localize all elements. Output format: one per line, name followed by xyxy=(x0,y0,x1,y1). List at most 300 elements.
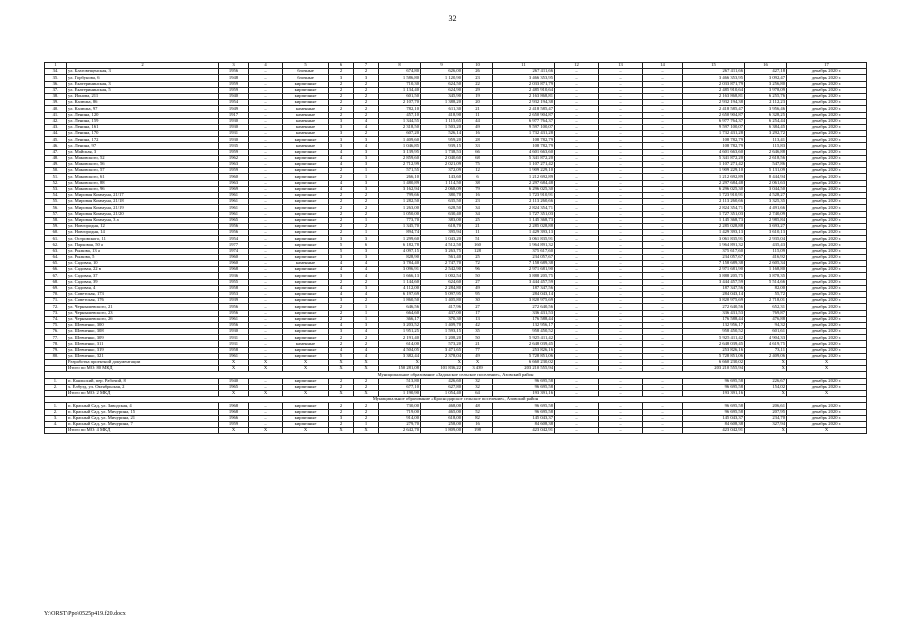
table-cell: 2 718,01 xyxy=(745,298,787,304)
table-cell: – xyxy=(599,273,643,279)
table-cell: – xyxy=(249,69,283,75)
table-cell: – xyxy=(555,69,599,75)
table-cell: ул. Чернышевского, 21 xyxy=(67,304,219,310)
table-cell: – xyxy=(555,143,599,149)
table-cell: 5 341 872,20 xyxy=(683,155,745,161)
table-cell: 1. xyxy=(45,403,67,409)
table-cell: 336 431,53 xyxy=(493,310,555,316)
table-cell: ул. Шевченко, 308 xyxy=(67,329,219,335)
table-cell: ул. Горбунова, 6 xyxy=(67,75,219,81)
table-cell: X xyxy=(787,366,867,372)
table-cell: 3 xyxy=(354,180,379,186)
table-cell: 2 021,09 xyxy=(421,162,463,168)
table-cell: – xyxy=(643,366,683,372)
table-cell: 7 158 689,38 xyxy=(493,261,555,267)
table-cell: декабрь 2020 г. xyxy=(787,199,867,205)
table-cell: – xyxy=(643,100,683,106)
table-cell: – xyxy=(643,149,683,155)
table-cell: декабрь 2020 г. xyxy=(787,403,867,409)
table-cell: 1 860,50 xyxy=(379,298,421,304)
table-cell: – xyxy=(555,248,599,254)
table-cell: – xyxy=(555,100,599,106)
table-cell: – xyxy=(555,273,599,279)
table-cell: 2 xyxy=(329,211,354,217)
table-cell: 96 695,58 xyxy=(493,378,555,384)
table-cell: 1 503,20 xyxy=(421,124,463,130)
table-cell: декабрь 2020 г. xyxy=(787,421,867,427)
table-cell: 39. xyxy=(45,100,67,106)
table-cell: 30 xyxy=(463,298,493,304)
table-cell: ул. Советская, 176 xyxy=(67,298,219,304)
table-cell: 2 xyxy=(329,409,354,415)
table-cell: – xyxy=(555,192,599,198)
table-cell: 2 418 585,47 xyxy=(683,106,745,112)
table-cell: 1 738,53 xyxy=(421,149,463,155)
table-cell: 2 xyxy=(354,341,379,347)
table-cell: X xyxy=(354,366,379,372)
table-cell: кирпичные xyxy=(283,217,329,223)
table-cell: 677,10 xyxy=(379,384,421,390)
table-cell: 96 695,58 xyxy=(493,384,555,390)
table-cell: 4. xyxy=(45,421,67,427)
table-cell: 2 xyxy=(329,378,354,384)
table-cell: 2 xyxy=(329,403,354,409)
table-cell: 2 xyxy=(329,230,354,236)
table-cell: – xyxy=(599,93,643,99)
table-cell: 5 925 411,42 xyxy=(683,335,745,341)
table-cell: 1 xyxy=(354,174,379,180)
table-cell: 327,94 xyxy=(745,421,787,427)
table-cell: декабрь 2020 г. xyxy=(787,124,867,130)
table-cell: 628,50 xyxy=(421,205,463,211)
table-cell: 42 xyxy=(463,322,493,328)
table-cell: 1 344,55 xyxy=(379,118,421,124)
table-cell: 5 728 851,06 xyxy=(493,353,555,359)
table-cell: кирпичные xyxy=(283,322,329,328)
table-cell: ул. Садовая, 22 в xyxy=(67,267,219,273)
table-cell: 336 431,53 xyxy=(683,310,745,316)
table-cell: – xyxy=(643,378,683,384)
table-cell: декабрь 2020 г. xyxy=(787,205,867,211)
table-cell: – xyxy=(599,143,643,149)
table-cell: 6 xyxy=(463,174,493,180)
table-cell: 1954 xyxy=(219,236,249,242)
table-cell: – xyxy=(555,75,599,81)
table-cell: 42. xyxy=(45,118,67,124)
table-cell: 1930 xyxy=(219,118,249,124)
table-cell: 1953 xyxy=(219,291,249,297)
table-cell: – xyxy=(249,143,283,149)
table-cell: – xyxy=(599,316,643,322)
table-cell: 267 411,66 xyxy=(493,69,555,75)
table-cell: ул. Маковского, 96 xyxy=(67,186,219,192)
table-cell: 9 597 100,07 xyxy=(493,124,555,130)
table-cell: – xyxy=(599,378,643,384)
table-cell: 226,67 xyxy=(745,378,787,384)
table-cell: – xyxy=(555,137,599,143)
table-cell: декабрь 2020 г. xyxy=(787,230,867,236)
table-cell: 1956 xyxy=(219,322,249,328)
table-cell: 1940 xyxy=(219,93,249,99)
table-cell: 17 xyxy=(463,310,493,316)
table-cell xyxy=(45,428,67,434)
table-cell: 79 xyxy=(463,186,493,192)
table-cell: ул. Садовая, 4 xyxy=(67,285,219,291)
table-cell: – xyxy=(599,106,643,112)
table-cell: декабрь 2020 г. xyxy=(787,261,867,267)
table-cell: – xyxy=(249,378,283,384)
table-cell: 3 xyxy=(354,322,379,328)
table-cell: 624,90 xyxy=(421,87,463,93)
table-cell: 193 391,16 xyxy=(683,390,745,396)
table-cell: – xyxy=(555,162,599,168)
table-cell: – xyxy=(643,360,683,366)
table-cell: – xyxy=(599,100,643,106)
table-cell: – xyxy=(249,409,283,415)
table-cell: 176 588,44 xyxy=(683,316,745,322)
table-cell: 3 439 xyxy=(463,366,493,372)
table-cell: – xyxy=(599,112,643,118)
table-cell: 26 xyxy=(463,69,493,75)
table-cell: – xyxy=(599,81,643,87)
table-cell: 96 695,58 xyxy=(683,378,745,384)
table-cell: 25 xyxy=(463,217,493,223)
table-cell: 128 xyxy=(463,248,493,254)
table-cell: 1968 xyxy=(219,409,249,415)
table-cell: – xyxy=(643,285,683,291)
table-cell: кирпичные xyxy=(283,403,329,409)
table-cell: – xyxy=(249,93,283,99)
table-cell: – xyxy=(249,112,283,118)
table-cell: 6 xyxy=(354,242,379,248)
table-cell: 2 xyxy=(329,112,354,118)
table-cell: – xyxy=(555,428,599,434)
table-cell: 1931 xyxy=(219,335,249,341)
table-cell: – xyxy=(643,174,683,180)
table-cell: 23 xyxy=(463,75,493,81)
table-cell: – xyxy=(599,248,643,254)
table-cell: 1959 xyxy=(219,421,249,427)
table-cell: – xyxy=(643,81,683,87)
table-cell: ул. Екатерининская, 5 xyxy=(67,87,219,93)
table-cell: 939,15 xyxy=(421,143,463,149)
table-cell: – xyxy=(599,298,643,304)
table-cell: 2 xyxy=(67,63,219,69)
table-cell: 284 043,14 xyxy=(683,291,745,297)
table-cell: кирпичные xyxy=(283,384,329,390)
table-cell: – xyxy=(599,137,643,143)
table-cell: – xyxy=(643,205,683,211)
table-cell: 2 859,60 xyxy=(379,155,421,161)
table-cell: 1930 xyxy=(219,137,249,143)
table-cell: – xyxy=(555,186,599,192)
table-cell: 4 xyxy=(329,180,354,186)
table-cell: 1 909 229,10 xyxy=(493,168,555,174)
table-cell: 1 xyxy=(45,63,67,69)
table-cell: кирпичные xyxy=(283,304,329,310)
table-cell: 1940 xyxy=(219,378,249,384)
table-cell: – xyxy=(249,168,283,174)
table-cell: 19 xyxy=(463,93,493,99)
table-cell: 1968 xyxy=(219,267,249,273)
table-cell: – xyxy=(643,353,683,359)
table-cell: 2 xyxy=(329,341,354,347)
table-cell: 1961 xyxy=(219,316,249,322)
table-cell: 2 932 194,38 xyxy=(493,100,555,106)
table-cell: 1960 xyxy=(219,261,249,267)
table-cell: – xyxy=(555,168,599,174)
table-cell: – xyxy=(249,217,283,223)
table-cell: 3 xyxy=(329,415,354,421)
table-cell: 72. xyxy=(45,304,67,310)
table-cell: 465,00 xyxy=(421,409,463,415)
table-cell: 2 xyxy=(354,100,379,106)
table-cell: – xyxy=(249,316,283,322)
table-cell: 3 xyxy=(354,186,379,192)
table-cell: 6 182,78 xyxy=(379,242,421,248)
table-cell: 3 139,95 xyxy=(379,149,421,155)
table-cell: декабрь 2020 г. xyxy=(787,131,867,137)
table-cell: ул. Советская, 173 xyxy=(67,291,219,297)
table-cell: 47. xyxy=(45,149,67,155)
table-cell: декабрь 2020 г. xyxy=(787,285,867,291)
table-cell: 2 xyxy=(329,69,354,75)
table-cell: 4 xyxy=(329,322,354,328)
table-cell: – xyxy=(599,291,643,297)
table-cell: 618,70 xyxy=(421,223,463,229)
table-cell: 958 450,52 xyxy=(493,329,555,335)
table-cell: 9 597 100,07 xyxy=(683,124,745,130)
table-cell: 59. xyxy=(45,223,67,229)
table-cell: – xyxy=(249,124,283,130)
table-cell: 2 824 354,71 xyxy=(493,205,555,211)
table-cell: 27 xyxy=(463,304,493,310)
table-cell: 66 xyxy=(463,149,493,155)
table-cell: – xyxy=(643,316,683,322)
table-cell: 1939 xyxy=(219,298,249,304)
table-cell: ул. Ленина, 159 xyxy=(67,118,219,124)
table-cell: 664,60 xyxy=(379,310,421,316)
table-cell: 21 xyxy=(463,106,493,112)
table-cell: 2 747,70 xyxy=(421,261,463,267)
table-cell: – xyxy=(599,322,643,328)
table-cell: 1963 xyxy=(219,180,249,186)
table-cell: – xyxy=(643,230,683,236)
table-cell: 959,20 xyxy=(421,137,463,143)
table-cell: кирпичные xyxy=(283,242,329,248)
table-cell: 2. xyxy=(45,384,67,390)
table-cell: декабрь 2020 г. xyxy=(787,341,867,347)
table-cell: 624,50 xyxy=(421,81,463,87)
table-cell: 2 xyxy=(329,174,354,180)
table-cell: 1949 xyxy=(219,106,249,112)
table-cell: 3 044,50 xyxy=(745,186,787,192)
table-cell: 4 xyxy=(354,353,379,359)
table-cell: 3 xyxy=(354,236,379,242)
table-cell: 38 xyxy=(463,180,493,186)
table-cell: 418,90 xyxy=(421,112,463,118)
table-cell: 3 466 353,95 xyxy=(493,75,555,81)
table-cell: – xyxy=(249,87,283,93)
table-cell: 4 xyxy=(354,273,379,279)
table-cell: 2 xyxy=(354,112,379,118)
table-cell: п. Красный Сад, ул. Мичурина, 15 xyxy=(67,409,219,415)
table-cell: 2 650 904,87 xyxy=(493,112,555,118)
table-cell: 68 xyxy=(463,155,493,161)
table-cell: 6 660 230,02 xyxy=(493,360,555,366)
table-cell: 1 809,00 xyxy=(421,428,463,434)
table-cell: ул. Шевченко, 309 xyxy=(67,335,219,341)
table-cell: – xyxy=(555,310,599,316)
table-cell: 3 xyxy=(329,273,354,279)
table-cell: 95 xyxy=(463,291,493,297)
table-cell: 3 292,72 xyxy=(745,131,787,137)
table-cell: – xyxy=(555,236,599,242)
table-cell: 154,02 xyxy=(745,384,787,390)
table-cell: 3 471,65 xyxy=(421,347,463,353)
table-cell: кирпичные xyxy=(283,174,329,180)
table-cell: – xyxy=(599,223,643,229)
table-cell: 1 964 891,32 xyxy=(683,242,745,248)
table-cell: 646,56 xyxy=(379,304,421,310)
table-cell: – xyxy=(643,69,683,75)
table-cell: – xyxy=(249,192,283,198)
table-cell: ул. Ленина, 161 xyxy=(67,124,219,130)
table-cell: – xyxy=(643,248,683,254)
table-cell: 4 904,33 xyxy=(745,335,787,341)
table-cell: 2 xyxy=(354,415,379,421)
table-cell: – xyxy=(555,298,599,304)
table-cell: 115,83 xyxy=(745,143,787,149)
table-cell: – xyxy=(599,403,643,409)
table-cell: – xyxy=(249,180,283,186)
table-cell: ул. Маковского, 52 xyxy=(67,155,219,161)
table-cell: 1 723 910,91 xyxy=(683,192,745,198)
table-cell: ул. Шевченко, 300 xyxy=(67,322,219,328)
table-cell: 11 xyxy=(463,230,493,236)
table-cell: 416,92 xyxy=(745,254,787,260)
table-cell: 53. xyxy=(45,186,67,192)
table-cell: 607,20 xyxy=(379,131,421,137)
table-cell: 547,86 xyxy=(745,162,787,168)
table-cell: 1 212 692,89 xyxy=(493,174,555,180)
table-cell: – xyxy=(249,230,283,236)
table-cell: – xyxy=(599,69,643,75)
table-cell: 1965 xyxy=(219,384,249,390)
table-cell: декабрь 2020 г. xyxy=(787,162,867,168)
table-cell: – xyxy=(599,390,643,396)
table-cell: 1930 xyxy=(219,329,249,335)
table-cell: кирпичные xyxy=(283,87,329,93)
table-cell: 50 xyxy=(463,335,493,341)
table-cell: 2 xyxy=(329,205,354,211)
table-cell: – xyxy=(555,390,599,396)
table-cell: – xyxy=(555,230,599,236)
table-cell: 6 254,44 xyxy=(745,118,787,124)
table-cell: Итого по МО: 2 МКД xyxy=(67,390,219,396)
table-cell: – xyxy=(249,341,283,347)
table-cell: декабрь 2020 г. xyxy=(787,248,867,254)
table-cell: 75 xyxy=(463,162,493,168)
table-cell: X xyxy=(745,390,787,396)
table-cell: 1 046,85 xyxy=(379,143,421,149)
table-cell: – xyxy=(555,118,599,124)
table-cell: 3 xyxy=(354,162,379,168)
table-cell: ул. Новгородня, 14 xyxy=(67,230,219,236)
table-cell: – xyxy=(599,285,643,291)
table-cell: 1 723 910,91 xyxy=(493,192,555,198)
table-cell: 423 042,91 xyxy=(493,428,555,434)
table-cell: 63. xyxy=(45,248,67,254)
table-cell: – xyxy=(643,118,683,124)
table-cell: X xyxy=(329,360,354,366)
table-cell: – xyxy=(249,261,283,267)
table-cell: каменные xyxy=(283,118,329,124)
table-cell: 3 xyxy=(354,285,379,291)
table-cell: 61. xyxy=(45,236,67,242)
table-cell: – xyxy=(555,347,599,353)
table-cell: – xyxy=(599,180,643,186)
table-cell: – xyxy=(555,81,599,87)
table-cell: – xyxy=(249,155,283,161)
table-cell: – xyxy=(249,285,283,291)
table-cell: декабрь 2020 г. xyxy=(787,106,867,112)
table-cell: X xyxy=(219,360,249,366)
table-cell: 4 xyxy=(329,291,354,297)
table-cell: 380,70 xyxy=(421,192,463,198)
table-cell: – xyxy=(555,341,599,347)
table-cell: 345,90 xyxy=(421,93,463,99)
table-cell: 1955 xyxy=(219,279,249,285)
table-cell: 72 xyxy=(463,261,493,267)
table-cell: – xyxy=(249,137,283,143)
table-cell: 1963 xyxy=(219,162,249,168)
table-cell: – xyxy=(643,341,683,347)
table-cell: 468,00 xyxy=(421,403,463,409)
table-cell: кирпичные xyxy=(283,409,329,415)
table-cell: – xyxy=(643,112,683,118)
table-cell: 6 255,76 xyxy=(745,93,787,99)
table-cell: – xyxy=(555,149,599,155)
table-cell: 43. xyxy=(45,124,67,130)
table-cell: – xyxy=(249,75,283,81)
table-cell: 3 096,91 xyxy=(379,267,421,273)
table-cell: – xyxy=(643,329,683,335)
table-cell: 2 xyxy=(329,335,354,341)
table-cell: 253 826,16 xyxy=(493,347,555,353)
table-cell: 6 xyxy=(329,63,354,69)
table-cell: декабрь 2020 г. xyxy=(787,112,867,118)
table-cell: 2 xyxy=(354,279,379,285)
table-cell: декабрь 2020 г. xyxy=(787,143,867,149)
table-cell: 3 978,09 xyxy=(745,87,787,93)
table-cell: кирпичные xyxy=(283,223,329,229)
table-cell: – xyxy=(599,131,643,137)
table-cell: 2 xyxy=(354,409,379,415)
table-cell: 627,80 xyxy=(421,384,463,390)
table-cell: – xyxy=(555,267,599,273)
table-cell: 33 xyxy=(463,143,493,149)
table-cell: – xyxy=(643,192,683,198)
table-cell: 272 640,56 xyxy=(683,304,745,310)
table-cell: 187 347,56 xyxy=(683,285,745,291)
table-cell: 2 318,50 xyxy=(379,124,421,130)
table-cell: 1956 xyxy=(219,304,249,310)
table-cell: 1974 xyxy=(219,248,249,254)
table-cell: 1 144,60 xyxy=(379,279,421,285)
table-cell: – xyxy=(249,236,283,242)
table-cell: 1 212 692,89 xyxy=(683,174,745,180)
